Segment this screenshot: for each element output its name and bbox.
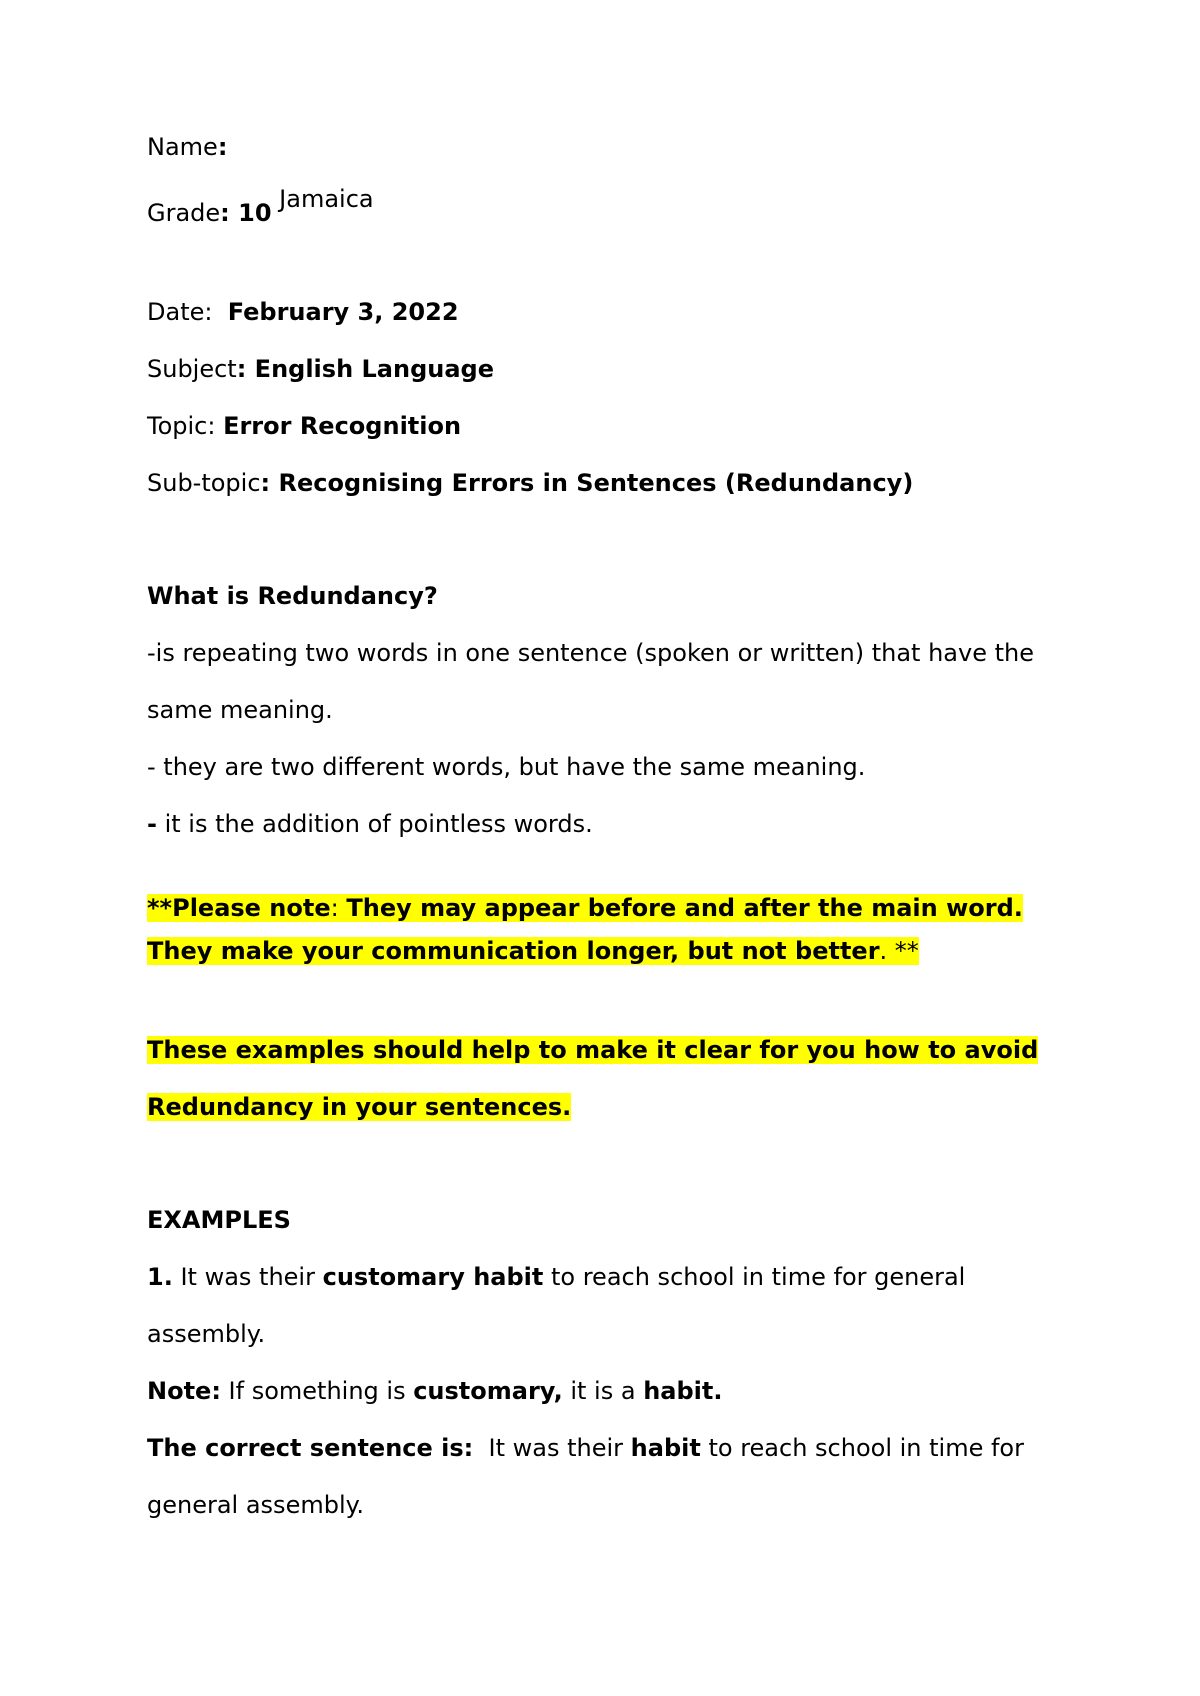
name-label: Name (147, 133, 218, 161)
note-line-1 (147, 893, 1023, 923)
correct-sentence-line-1 (147, 1433, 1024, 1463)
example-note-c: it is a (562, 1377, 644, 1405)
note-colon: : (330, 894, 347, 922)
correct-text-a: It was their (473, 1434, 631, 1462)
definition-dash: - (147, 810, 157, 838)
grade-line (147, 185, 374, 228)
name-line (147, 132, 227, 162)
subject-value: : English Language (236, 355, 495, 383)
date-label: Date: (147, 298, 228, 326)
definition-heading-text: What is Redundancy? (147, 582, 438, 610)
example-note-d: habit. (643, 1377, 723, 1405)
definition-line-4-text: it is the addition of pointless words. (156, 810, 593, 838)
topic-label: Topic: (147, 412, 224, 440)
example-number: 1. (147, 1263, 173, 1291)
definition-line-1: -is repeating two words in one sentence (spoken or written) that have the (147, 639, 1034, 667)
example-text-a: It was their (172, 1263, 323, 1291)
definition-line-4 (147, 809, 593, 839)
topic-line (147, 411, 461, 441)
definition-line-3: - they are two different words, but have the same meaning. (147, 753, 866, 781)
note-line-1-text: They may appear before and after the main word. (346, 894, 1023, 922)
note-prefix: **Please note (147, 894, 331, 922)
name-colon: : (217, 133, 228, 161)
note-highlight-1 (147, 894, 1023, 922)
definition-line-2: same meaning. (147, 696, 333, 724)
subject-label: Subject (147, 355, 237, 383)
subject-line (147, 354, 494, 384)
correct-text-c: to reach school in time for (700, 1434, 1024, 1462)
example-1-line-1 (147, 1262, 965, 1292)
examples-heading (147, 1205, 291, 1235)
date-line (147, 297, 459, 327)
tip-line-1 (147, 1035, 1038, 1065)
grade-note: Jamaica (279, 185, 374, 213)
correct-text-b: habit (630, 1434, 701, 1462)
example-1-line-2: assembly. (147, 1320, 266, 1348)
grade-value: 10 (238, 199, 272, 227)
example-note-label: Note: (147, 1377, 221, 1405)
grade-label: Grade (147, 199, 221, 227)
correct-sentence-line-2: general assembly. (147, 1491, 365, 1519)
example-redundant-phrase: customary habit (322, 1263, 544, 1291)
note-line-2-text: They make your communication longer, but not better (147, 937, 880, 965)
correct-label: The correct sentence is: (147, 1434, 474, 1462)
subtopic-label: Sub-topic (147, 469, 261, 497)
note-highlight-2 (147, 937, 919, 965)
example-note-a: If something is (220, 1377, 414, 1405)
example-note-b: customary, (413, 1377, 563, 1405)
tip-line-1-text: These examples should help to make it clear for you how to avoid (147, 1036, 1039, 1064)
examples-heading-text: EXAMPLES (147, 1206, 291, 1234)
subtopic-value: : Recognising Errors in Sentences (Redundancy) (260, 469, 914, 497)
date-value: February 3, 2022 (227, 298, 459, 326)
grade-colon: : (220, 199, 239, 227)
tip-line-2-text: Redundancy in your sentences. (147, 1093, 572, 1121)
note-end: . ** (879, 937, 919, 965)
topic-value: Error Recognition (223, 412, 462, 440)
note-line-2 (147, 936, 919, 966)
tip-line-2 (147, 1092, 571, 1122)
definition-heading (147, 581, 438, 611)
subtopic-line (147, 468, 913, 498)
example-note-line (147, 1376, 722, 1406)
example-text-c: to reach school in time for general (543, 1263, 966, 1291)
